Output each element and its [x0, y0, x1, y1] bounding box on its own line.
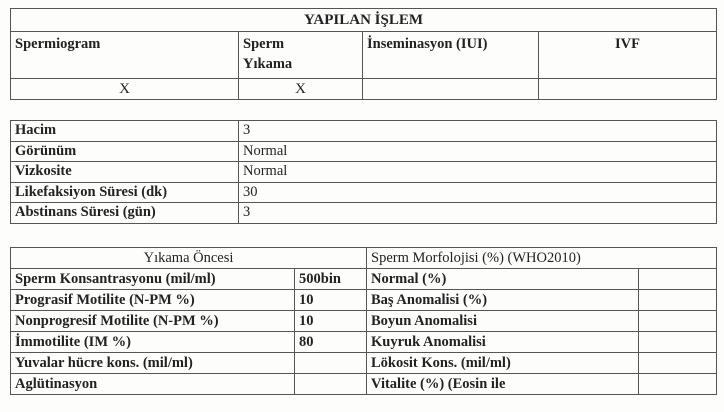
morphology-header: Sperm Morfolojisi (%) (WHO2010): [367, 248, 717, 269]
table-row: [11, 203, 717, 224]
morph-label: Lökosit Kons. (mil/ml): [367, 353, 639, 374]
param-label: Sperm Konsantrasyonu (mil/ml): [11, 269, 295, 290]
row-label: Likefaksiyon Süresi (dk): [11, 182, 239, 203]
row-label: Hacim: [11, 121, 239, 142]
row-value: Normal: [239, 141, 717, 162]
morph-label: Kuyruk Anomalisi: [367, 332, 639, 353]
table-row: [11, 290, 717, 311]
table-row: [11, 311, 717, 332]
morph-value: [639, 353, 717, 374]
procedure-table: [10, 8, 716, 100]
procedure-title: YAPILAN İŞLEM: [11, 9, 717, 32]
table-row: [11, 162, 717, 183]
table-row: [11, 121, 717, 142]
table-row: [11, 141, 717, 162]
param-value: 500bin: [295, 269, 367, 290]
table-row: [11, 332, 717, 353]
morph-label: Baş Anomalisi (%): [367, 290, 639, 311]
col-inseminasyon: İnseminasyon (IUI): [363, 32, 539, 79]
param-label: İmmotilite (IM %): [11, 332, 295, 353]
param-value: [295, 353, 367, 374]
morph-label: Boyun Anomalisi: [367, 311, 639, 332]
param-value: 80: [295, 332, 367, 353]
param-value: 10: [295, 290, 367, 311]
table-row: [11, 353, 717, 374]
morph-value: [639, 374, 717, 395]
row-value: 30: [239, 182, 717, 203]
mark-spermiogram: X: [11, 79, 239, 100]
morph-label: Normal (%): [367, 269, 639, 290]
morph-label: Vitalite (%) (Eosin ile: [367, 374, 639, 395]
morph-value: [639, 269, 717, 290]
param-label: Nonprogresif Motilite (N-PM %): [11, 311, 295, 332]
param-label: Yuvalar hücre kons. (mil/ml): [11, 353, 295, 374]
param-value: [295, 374, 367, 395]
row-label: Vizkosite: [11, 162, 239, 183]
yikama-oncesi-header: Yıkama Öncesi: [11, 248, 367, 269]
row-value: 3: [239, 203, 717, 224]
param-label: Prograsif Motilite (N-PM %): [11, 290, 295, 311]
row-label: Görünüm: [11, 141, 239, 162]
col-ivf: IVF: [539, 32, 717, 79]
table-row: [11, 269, 717, 290]
morph-value: [639, 290, 717, 311]
table-row: [11, 182, 717, 203]
param-label: Aglütinasyon: [11, 374, 295, 395]
col-sperm-yikama: Sperm Yıkama: [239, 32, 363, 79]
mark-sperm-yikama: X: [239, 79, 363, 100]
morph-value: [639, 332, 717, 353]
mark-ivf: [539, 79, 717, 100]
mark-inseminasyon: [363, 79, 539, 100]
table-row: [11, 374, 717, 395]
row-value: 3: [239, 121, 717, 142]
morph-value: [639, 311, 717, 332]
row-label: Abstinans Süresi (gün): [11, 203, 239, 224]
col-spermiogram: Spermiogram: [11, 32, 239, 79]
analysis-table: [10, 247, 716, 395]
param-value: 10: [295, 311, 367, 332]
row-value: Normal: [239, 162, 717, 183]
basic-parameters-table: [10, 120, 716, 224]
